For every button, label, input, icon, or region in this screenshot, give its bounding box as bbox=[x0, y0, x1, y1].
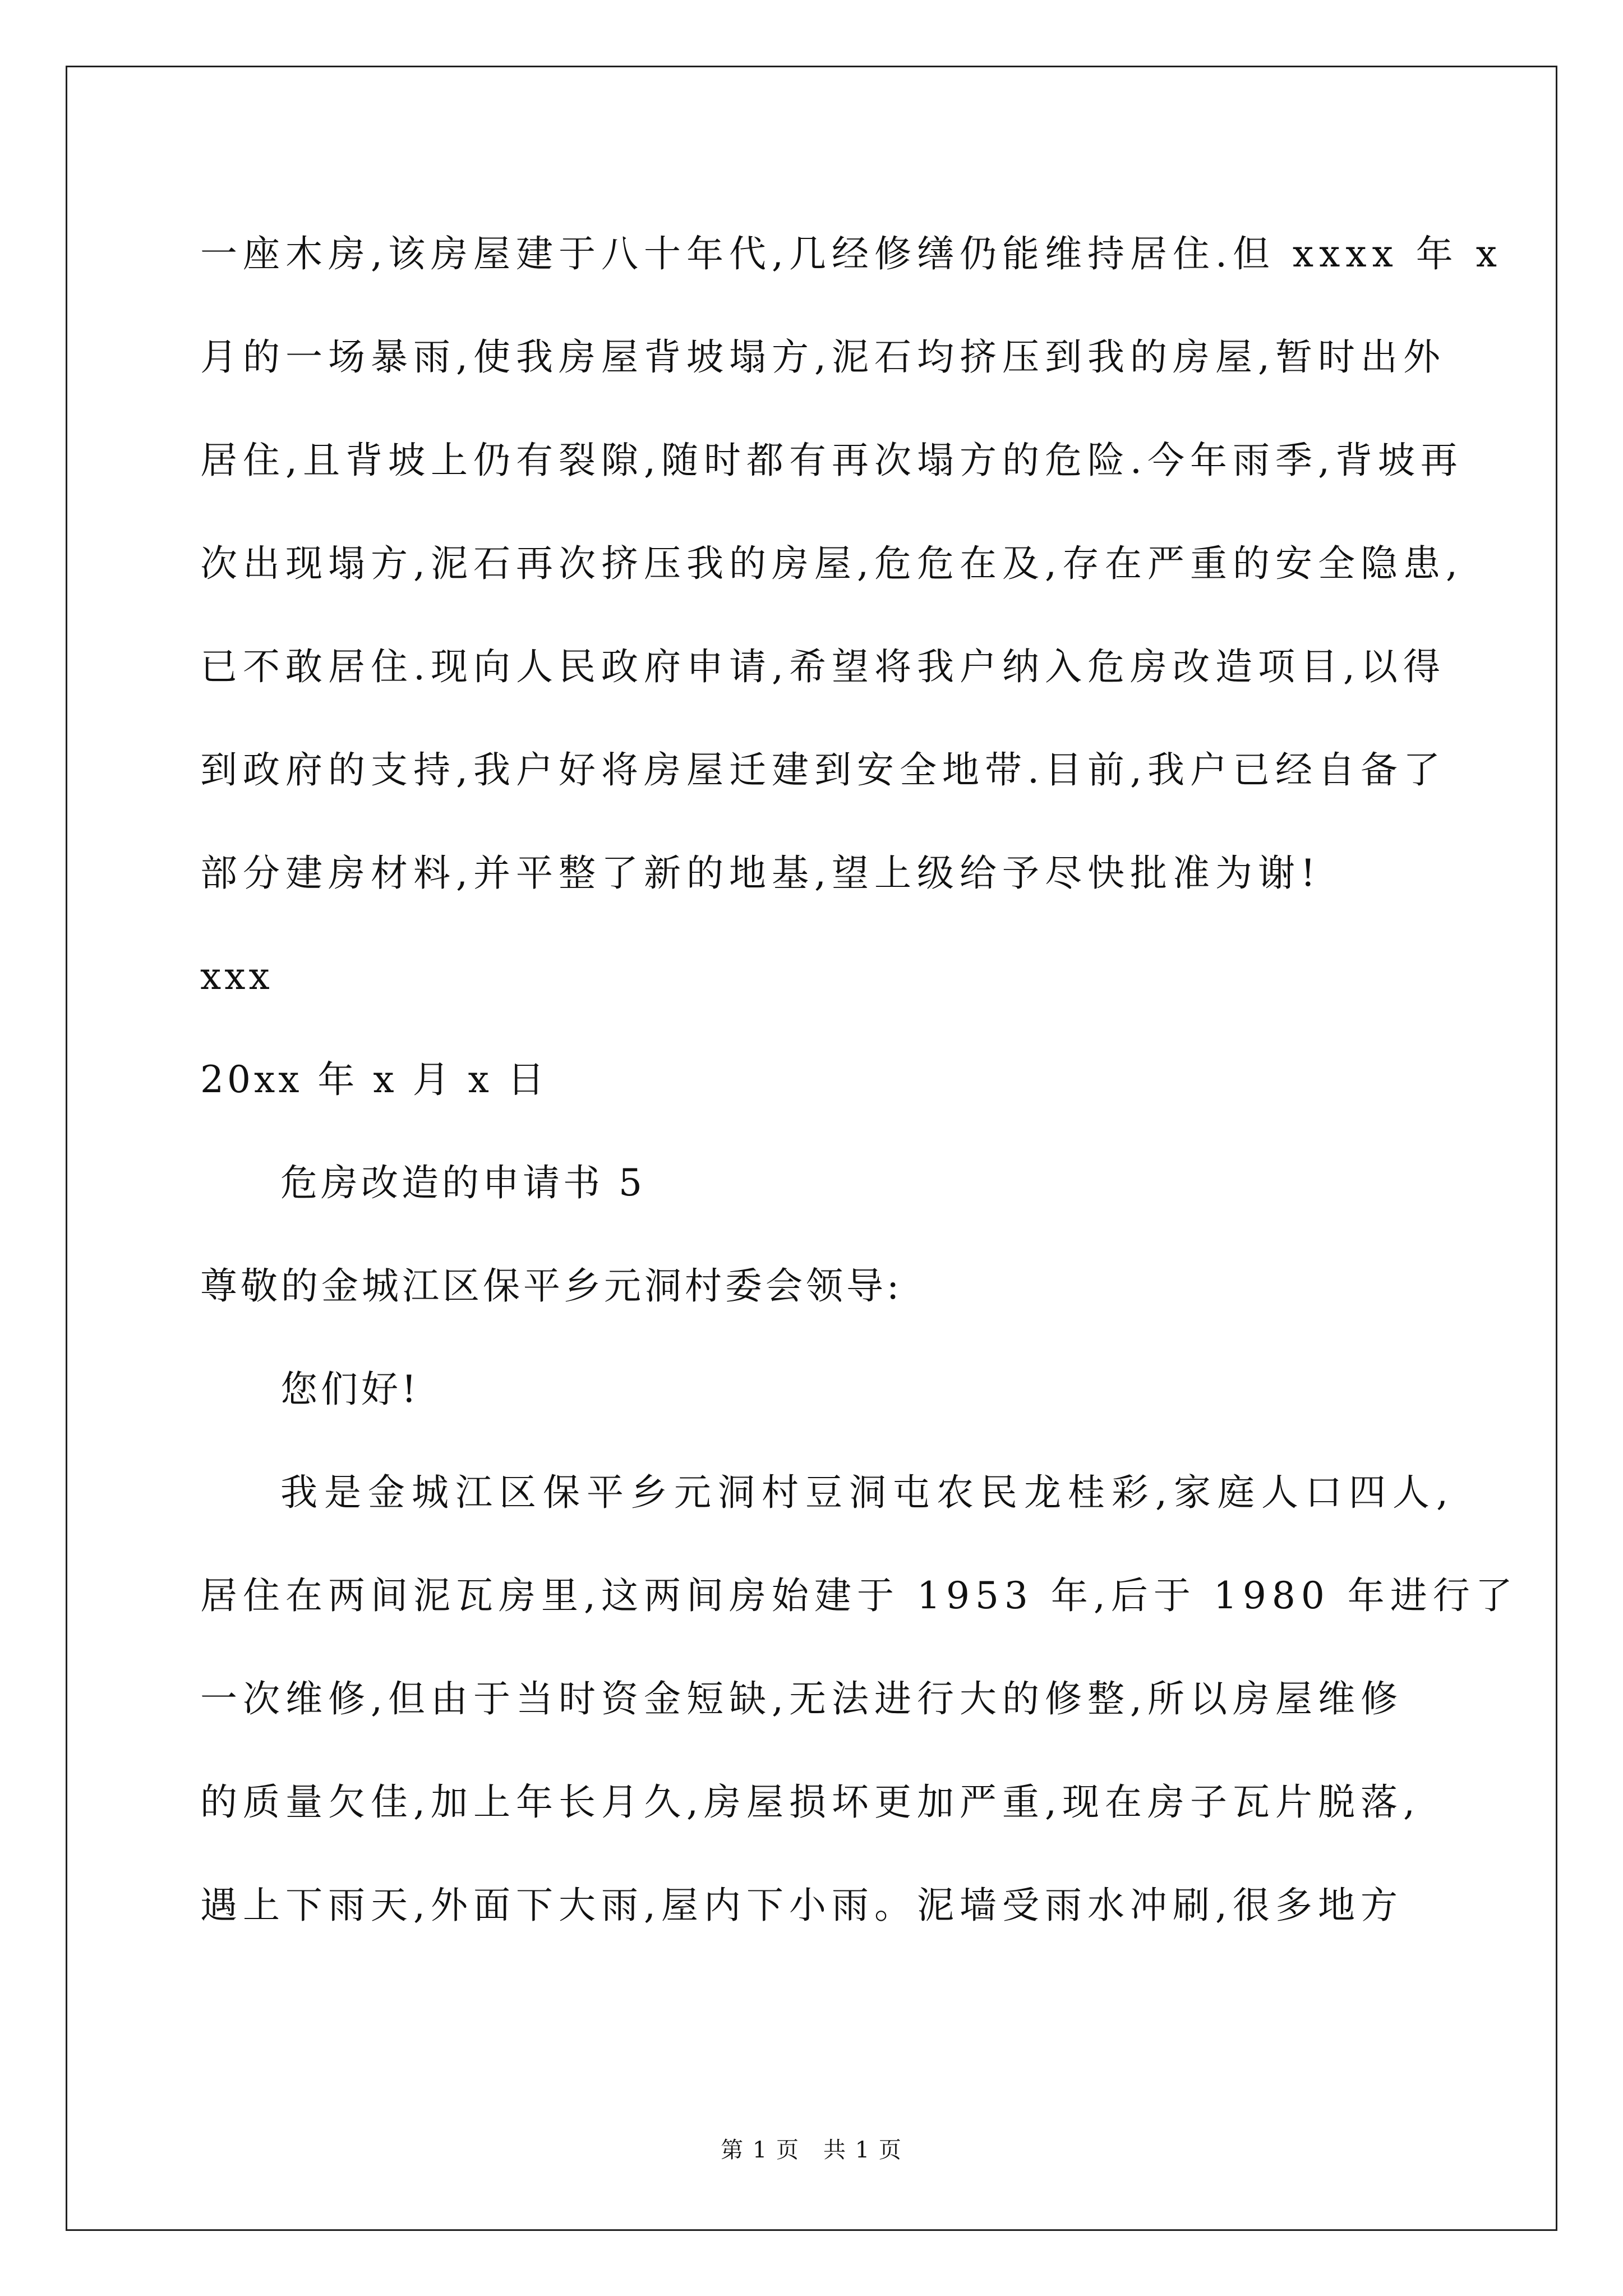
body-text-line: 月的一场暴雨,使我房屋背坡塌方,泥石均挤压到我的房屋,暂时出外 bbox=[200, 335, 1446, 379]
body-text-line: 遇上下雨天,外面下大雨,屋内下小雨。泥墙受雨水冲刷,很多地方 bbox=[200, 1884, 1403, 1927]
body-text-line: 已不敢居住.现向人民政府申请,希望将我户纳入危房改造项目,以得 bbox=[200, 645, 1446, 688]
page-footer: 第 1 页 共 1 页 bbox=[721, 2137, 902, 2163]
signature-date: 20xx 年 x 月 x 日 bbox=[200, 1058, 548, 1101]
body-text-line: 部分建房材料,并平整了新的地基,望上级给予尽快批准为谢! bbox=[200, 852, 1321, 895]
section-heading: 危房改造的申请书 5 bbox=[280, 1161, 645, 1204]
body-text-line: 我是金城江区保平乡元洞村豆洞屯农民龙桂彩,家庭人口四人, bbox=[280, 1471, 1455, 1514]
signature-name: xxx bbox=[200, 955, 273, 998]
body-text-line: 次出现塌方,泥石再次挤压我的房屋,危危在及,存在严重的安全隐患, bbox=[200, 542, 1463, 585]
body-text-line: 居住在两间泥瓦房里,这两间房始建于 1953 年,后于 1980 年进行了 bbox=[200, 1574, 1518, 1617]
body-text-line: 一座木房,该房屋建于八十年代,几经修缮仍能维持居住.但 xxxx 年 x bbox=[200, 232, 1502, 275]
salutation: 尊敬的金城江区保平乡元洞村委会领导: bbox=[200, 1264, 903, 1308]
body-text-line: 到政府的支持,我户好将房屋迁建到安全地带.目前,我户已经自备了 bbox=[200, 748, 1446, 792]
body-text-line: 居住,且背坡上仍有裂隙,随时都有再次塌方的危险.今年雨季,背坡再 bbox=[200, 439, 1463, 482]
body-text-line: 一次维修,但由于当时资金短缺,无法进行大的修整,所以房屋维修 bbox=[200, 1677, 1403, 1720]
greeting: 您们好! bbox=[280, 1368, 420, 1411]
body-text-line: 的质量欠佳,加上年长月久,房屋损坏更加严重,现在房子瓦片脱落, bbox=[200, 1780, 1421, 1824]
